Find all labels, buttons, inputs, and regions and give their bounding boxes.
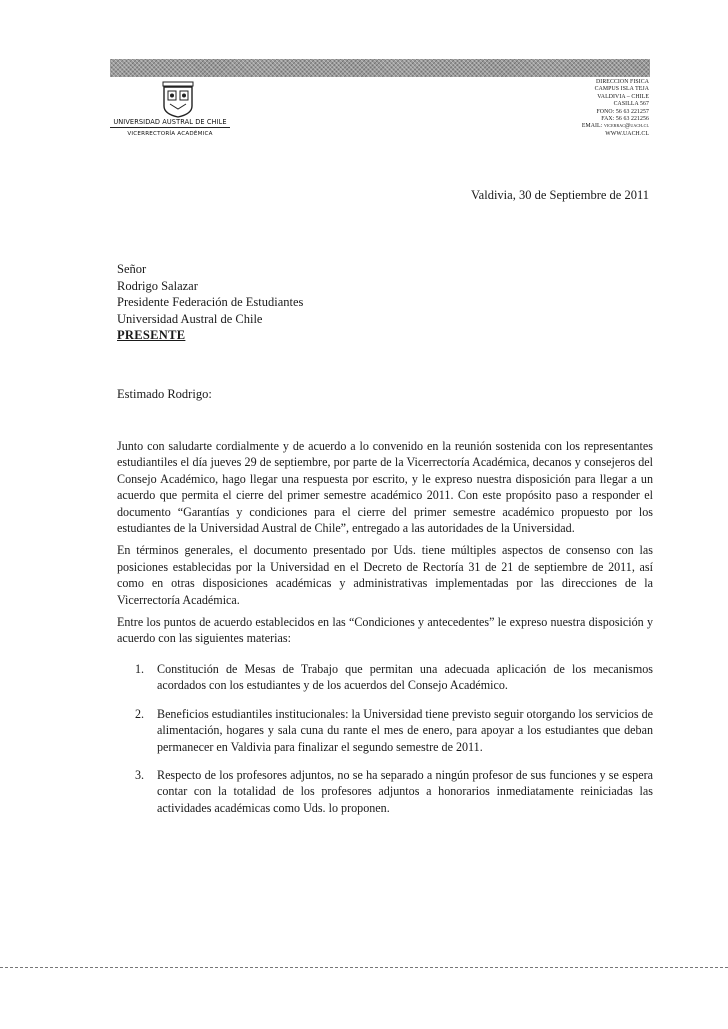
university-crest-icon bbox=[158, 80, 198, 118]
recipient-block bbox=[117, 261, 303, 344]
list-item-text: Beneficios estudiantiles institucionales: la Universidad tiene previsto seguir otorgando los servicios de alimentación, hogares y sala cuna du rante el mes de enero, para apoyar a los estudiantes que deban permanecer en Valdivia para finalizar el segundo semestre de 2011. bbox=[157, 706, 653, 754]
recipient-presente: PRESENTE bbox=[117, 328, 186, 343]
contact-block bbox=[499, 79, 649, 138]
list-item bbox=[117, 767, 653, 816]
recipient-name: Rodrigo Salazar bbox=[117, 278, 198, 293]
list-item-number: 1. bbox=[135, 662, 145, 676]
university-name: UNIVERSIDAD AUSTRAL DE CHILE bbox=[110, 118, 230, 128]
recipient-salutation: Señor bbox=[117, 262, 147, 276]
contact-line: VALDIVIA – CHILE bbox=[597, 93, 649, 100]
contact-line: FAX: 56 63 221256 bbox=[601, 116, 649, 123]
contact-line: EMAIL: vicerrac@uach.cl bbox=[581, 123, 649, 130]
contact-line: WWW.UACH.CL bbox=[605, 130, 649, 137]
letterhead-band bbox=[110, 59, 650, 77]
list-item-number: 2. bbox=[135, 706, 145, 721]
body-paragraph: Entre los puntos de acuerdo establecidos en las “Condiciones y antecedentes” le expreso nuestra disposición y acuerdo con las siguientes materias: bbox=[117, 615, 653, 646]
letter-body bbox=[117, 438, 653, 653]
body-paragraph: Junto con saludarte cordialmente y de acuerdo a lo convenido en la reunión sostenida con los representantes estudiantiles el día jueves 29 de septiembre, por parte de la Vicerrectoría Académica, decanos y consejeros del Consejo Académico, hago llegar una respuesta por escrito, y le expreso nuestra disposición para llegar a un acuerdo que permita el cierre del primer semestre académico 2011. Con este propósito paso a responder el documento “Garantías y condiciones para el cierre del primer semestre académico propuesto por los estudiantes de la Universidad Austral de Chile”, entregado a las autoridades de la Universidad. bbox=[117, 439, 653, 536]
letter-greeting: Estimado Rodrigo: bbox=[117, 387, 212, 401]
body-paragraph: En términos generales, el documento presentado por Uds. tiene múltiples aspectos de consenso con las posiciones establecidas por la Universidad en el Decreto de Rectoría 31 de 21 de septiembre de 2011, así como en otras disposiciones académicas y administrativas implementadas por las direcciones de la Vicerrectoría Académica. bbox=[117, 543, 653, 607]
contact-line: FONO: 56 63 221257 bbox=[596, 108, 649, 115]
list-item-text: Constitución de Mesas de Trabajo que permitan una adecuada aplicación de los mecanismos acordados con los estudiantes y de los acuerdos del Consejo Académico. bbox=[157, 662, 653, 693]
recipient-role: Presidente Federación de Estudiantes bbox=[117, 295, 304, 310]
list-item bbox=[117, 706, 653, 755]
recipient-institution: Universidad Austral de Chile bbox=[117, 311, 263, 326]
contact-line: CASILLA 567 bbox=[613, 101, 649, 108]
list-item-number: 3. bbox=[135, 768, 145, 783]
agreement-list bbox=[117, 661, 653, 828]
contact-line: CAMPUS ISLA TEJA bbox=[594, 86, 649, 93]
list-item bbox=[117, 661, 653, 694]
contact-line: DIRECCION FISICA bbox=[596, 79, 649, 85]
letterhead-logo-block bbox=[110, 79, 270, 149]
page-divider bbox=[0, 967, 728, 968]
vicerrectoria-name: VICERRECTORÍA ACADÉMICA bbox=[127, 131, 213, 137]
letter-date: Valdivia, 30 de Septiembre de 2011 bbox=[471, 188, 649, 202]
list-item-text: Respecto de los profesores adjuntos, no se ha separado a ningún profesor de sus funciones y se espera contar con la totalidad de los profesores adjuntos a honorarios inmediatamente reiniciadas las actividades académicas como Uds. lo proponen. bbox=[157, 768, 653, 815]
